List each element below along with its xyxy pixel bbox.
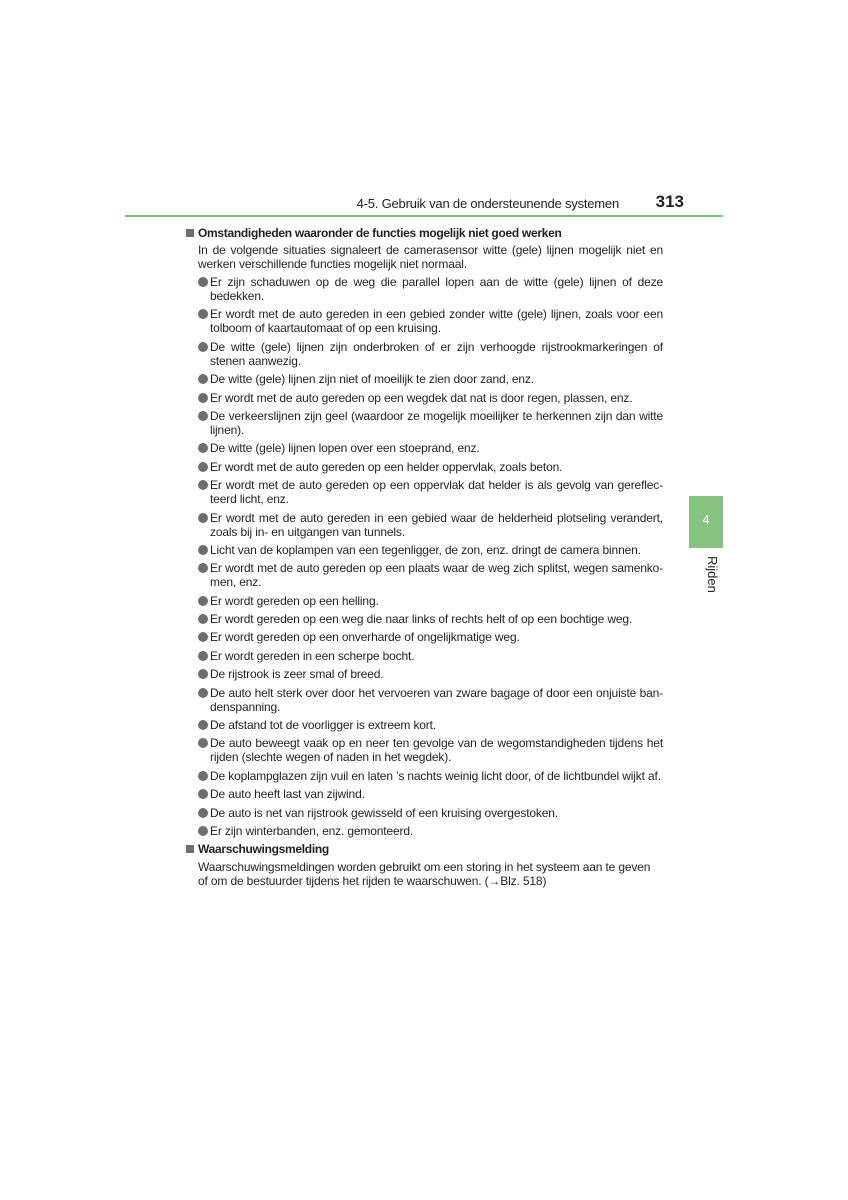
chapter-name: Rijden xyxy=(705,556,720,593)
list-item-text: Er wordt met de auto gereden in een gebied waar de helderheid plotseling verandert, zoals bij in- en uitgangen van tunnels. xyxy=(210,510,663,539)
section-heading-text: Waarschuwingsmelding xyxy=(198,842,329,857)
round-bullet-icon xyxy=(198,738,208,748)
list-item xyxy=(198,824,663,838)
round-bullet-icon xyxy=(198,374,208,384)
section-body: Waarschuwingsmeldingen worden gebruikt om een storing in het systeem aan te geven of om de bestuurder tijdens het rijden te waarschuwen. (→Blz. 518) xyxy=(198,860,651,889)
page-number: 313 xyxy=(655,192,684,211)
list-item xyxy=(198,630,663,644)
list-item-text: Er wordt gereden in een scherpe bocht. xyxy=(210,648,415,663)
round-bullet-icon xyxy=(198,596,208,606)
round-bullet-icon xyxy=(198,720,208,730)
list-item-text: De rijstrook is zeer smal of breed. xyxy=(210,667,384,682)
round-bullet-icon xyxy=(198,443,208,453)
list-item xyxy=(198,787,663,801)
list-item xyxy=(198,561,663,589)
list-item-text: Er wordt gereden op een onverharde of ongelijkmatige weg. xyxy=(210,630,520,645)
list-item-text: Er wordt gereden op een weg die naar links of rechts helt of op een bochtige weg. xyxy=(210,612,633,627)
round-bullet-icon xyxy=(198,669,208,679)
list-item xyxy=(198,543,663,557)
list-item-text: Er wordt met de auto gereden op een helder oppervlak, zoals beton. xyxy=(210,459,563,474)
list-item-text: Er wordt gereden op een helling. xyxy=(210,593,379,608)
square-bullet-icon xyxy=(186,845,194,853)
square-bullet-icon xyxy=(186,229,194,237)
list-item xyxy=(198,649,663,663)
list-item-text: De auto beweegt vaak op en neer ten gevolge van de wegomstandigheden tijdens het rijden (slechte wegen of naden in het wegdek). xyxy=(210,736,663,765)
list-item-text: Er wordt met de auto gereden in een gebied zonder witte (gele) lijnen, zoals voor een tolboom of kaartautomaat of op een kruising. xyxy=(210,307,663,336)
list-item xyxy=(198,667,663,681)
round-bullet-icon xyxy=(198,688,208,698)
section-heading xyxy=(185,842,663,856)
list-item-text: Er wordt met de auto gereden op een wegdek dat nat is door regen, plassen, enz. xyxy=(210,390,633,405)
round-bullet-icon xyxy=(198,309,208,319)
list-item-text: De verkeerslijnen zijn geel (waardoor ze mogelijk moeilijker te herkennen zijn dan witte lijnen). xyxy=(210,408,663,437)
list-item xyxy=(198,718,663,732)
list-item xyxy=(198,307,663,335)
list-item xyxy=(198,340,663,368)
round-bullet-icon xyxy=(198,789,208,799)
round-bullet-icon xyxy=(198,651,208,661)
list-item xyxy=(198,511,663,539)
list-item xyxy=(198,409,663,437)
round-bullet-icon xyxy=(198,480,208,490)
round-bullet-icon xyxy=(198,277,208,287)
round-bullet-icon xyxy=(198,563,208,573)
list-item xyxy=(198,594,663,608)
list-item-text: De witte (gele) lijnen lopen over een stoeprand, enz. xyxy=(210,441,480,456)
round-bullet-icon xyxy=(198,614,208,624)
round-bullet-icon xyxy=(198,808,208,818)
list-item-text: De witte (gele) lijnen zijn niet of moeilijk te zien door zand, enz. xyxy=(210,372,534,387)
list-item-text: Er zijn schaduwen op de weg die parallel lopen aan de witte (gele) lijnen of deze bedekken. xyxy=(210,275,663,303)
list-item-text: Er wordt met de auto gereden op een plaats waar de weg zich splitst, wegen samenko-men, enz. xyxy=(210,561,663,590)
section-heading-text: Omstandigheden waaronder de functies mogelijk niet goed werken xyxy=(198,226,562,240)
conditions-list xyxy=(185,275,663,838)
round-bullet-icon xyxy=(198,826,208,836)
list-item-text: De witte (gele) lijnen zijn onderbroken of er zijn verhoogde rijstrookmarkeringen of stenen aanwezig. xyxy=(210,339,663,368)
list-item xyxy=(198,478,663,506)
round-bullet-icon xyxy=(198,393,208,403)
round-bullet-icon xyxy=(198,513,208,523)
list-item xyxy=(198,460,663,474)
header-divider xyxy=(125,215,723,217)
round-bullet-icon xyxy=(198,462,208,472)
page-content xyxy=(185,226,663,888)
list-item-text: De auto helt sterk over door het vervoeren van zware bagage of door een onjuiste ban-denspanning. xyxy=(210,685,663,714)
round-bullet-icon xyxy=(198,771,208,781)
list-item xyxy=(198,372,663,386)
list-item-text: De koplampglazen zijn vuil en laten ’s nachts weinig licht door, of de lichtbundel wijkt af. xyxy=(210,768,661,783)
list-item xyxy=(198,769,663,783)
chapter-tab xyxy=(689,496,723,548)
list-item-text: Licht van de koplampen van een tegenligger, de zon, enz. dringt de camera binnen. xyxy=(210,542,641,557)
list-item xyxy=(198,612,663,626)
list-item-text: Er wordt met de auto gereden op een oppervlak dat helder is als gevolg van gereflec-teerd licht, enz. xyxy=(210,478,663,507)
list-item xyxy=(198,736,663,764)
list-item-text: De auto heeft last van zijwind. xyxy=(210,787,365,802)
list-item xyxy=(198,275,663,303)
round-bullet-icon xyxy=(198,411,208,421)
round-bullet-icon xyxy=(198,632,208,642)
list-item-text: De auto is net van rijstrook gewisseld of een kruising overgestoken. xyxy=(210,805,558,820)
section-intro: In de volgende situaties signaleert de camerasensor witte (gele) lijnen mogelijk niet en werken verschillende functies mogelijk niet normaal. xyxy=(198,243,663,271)
list-item xyxy=(198,391,663,405)
round-bullet-icon xyxy=(198,342,208,352)
list-item-text: De afstand tot de voorligger is extreem kort. xyxy=(210,718,437,733)
list-item xyxy=(198,806,663,820)
chapter-number: 4 xyxy=(702,512,710,527)
section-heading xyxy=(185,226,663,240)
list-item-text: Er zijn winterbanden, enz. gemonteerd. xyxy=(210,823,414,838)
list-item xyxy=(198,441,663,455)
list-item xyxy=(198,686,663,714)
round-bullet-icon xyxy=(198,545,208,555)
section-title: 4-5. Gebruik van de ondersteunende systemen xyxy=(356,196,619,211)
